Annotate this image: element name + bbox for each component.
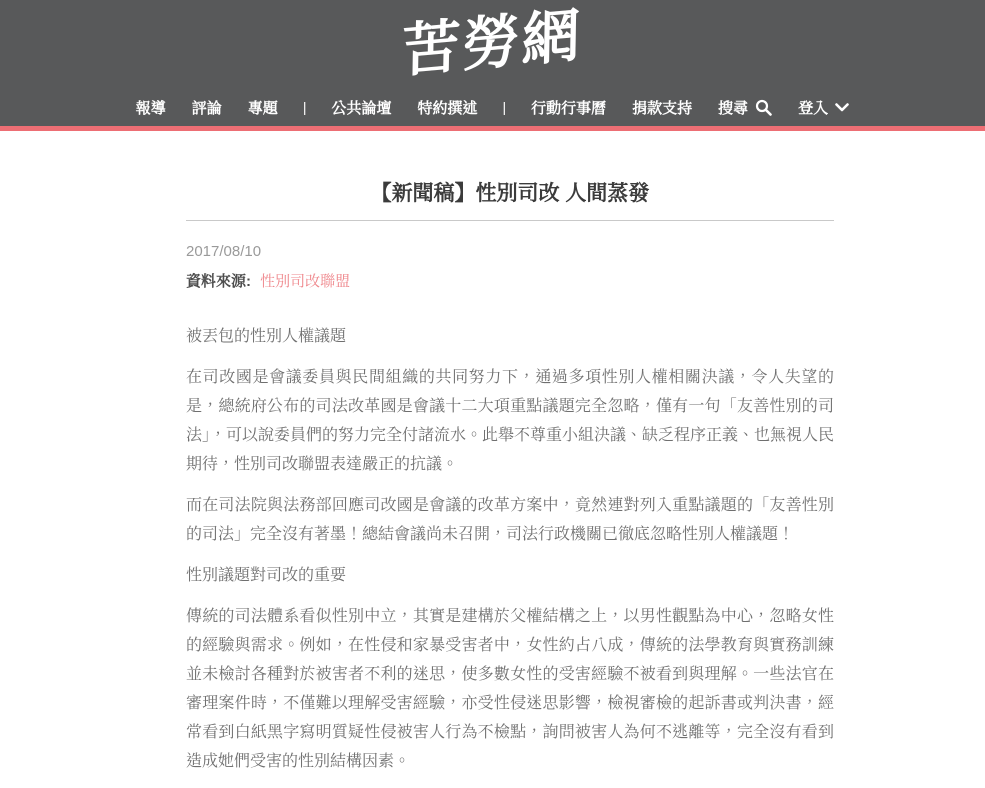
nav-item-topics[interactable] [235,97,291,118]
nav-item-search[interactable] [705,97,785,118]
nav-item-label: 捐款支持 [632,99,693,117]
source-label: 資料來源: [186,273,251,291]
page-title: 【新聞稿】性別司改 人間蒸發 [370,182,650,205]
nav-item-label: 公共論壇 [331,99,392,117]
nav-item-label: 行動行事曆 [531,99,607,117]
body-paragraph: 在司改國是會議委員與民間組織的共同努力下，通過多項性別人權相關決議，令人失望的是，總統府公布的司法改革國是會議十二大項重點議題完全忽略，僅有一句「友善性別的司法」，可以說委員們的努力完全付諸流水。此舉不尊重小組決議、缺乏程序正義、也無視人民期待，性別司改聯盟表達嚴正的抗議。 [186,369,835,474]
chevron-down-icon[interactable] [835,103,849,112]
nav-item-label: 報導 [135,99,166,117]
nav-item-public-forum[interactable] [318,97,404,118]
nav-item-label: 特約撰述 [417,99,478,117]
nav-item-commentary[interactable] [179,97,235,118]
nav-divider: | [502,99,507,115]
title-separator [186,220,834,221]
search-icon[interactable] [755,99,772,116]
nav-item-label: 評論 [191,99,222,117]
section-heading: 性別議題對司改的重要 [186,567,347,585]
site-header [0,0,985,126]
article-body [186,322,834,776]
body-paragraph: 而在司法院與法務部回應司改國是會議的改革方案中，竟然連對列入重點議題的「友善性別的司法」完全沒有著墨！總結會議尚未召開，司法行政機關已徹底忽略性別人權議題！ [186,497,834,544]
article-date: 2017/08/10 [186,243,262,261]
nav-item-label: 專題 [247,99,278,117]
site-logo[interactable]: 苦勞網 [402,2,583,85]
nav-item-donate[interactable] [619,97,705,118]
main-nav [0,88,985,126]
nav-item-label: 登入 [798,99,829,117]
nav-item-reports[interactable] [123,97,179,118]
nav-item-special-features[interactable] [404,97,490,118]
nav-item-action-calendar[interactable] [518,97,619,118]
body-paragraph: 傳統的司法體系看似性別中立，其實是建構於父權結構之上，以男性觀點為中心，忽略女性的經驗與需求。例如，在性侵和家暴受害者中，女性約占八成，傳統的法學教育與實務訓練並未檢討各種對於被害者不利的迷思，使多數女性的受害經驗不被看到與理解。一些法官在審理案件時，不僅難以理解受害經驗，亦受性侵迷思影響，檢視審檢的起訴書或判決書，經常看到白紙黑字寫明質疑性侵被害人行為不檢點，詢問被害人為何不逃離等，完全沒有看到造成她們受害的性別結構因素。 [186,608,834,771]
logo-container [0,0,985,88]
article-content [186,131,834,776]
source-link[interactable]: 性別司改聯盟 [260,273,351,291]
section-heading: 被丟包的性別人權議題 [186,328,347,346]
nav-item-login[interactable] [785,97,862,118]
nav-item-label: 搜尋 [718,99,749,117]
article-source-row [186,271,834,292]
nav-divider: | [302,99,307,115]
